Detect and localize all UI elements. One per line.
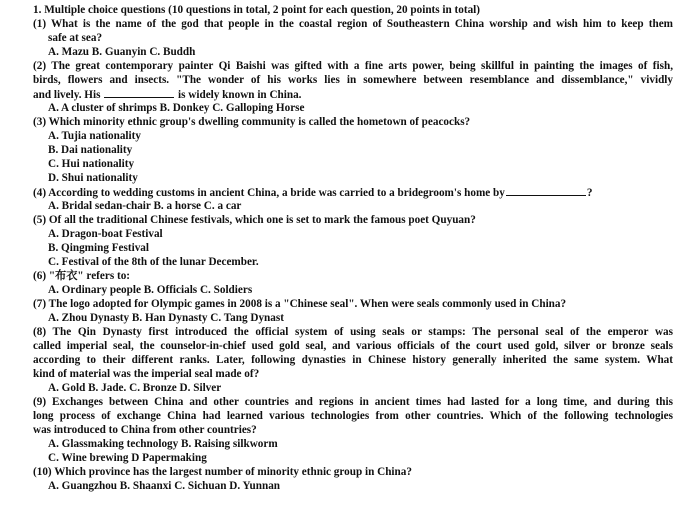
q4-text-before-blank: (4) According to wedding customs in ancient China, a bride was carried to a bridegroom's home by	[33, 187, 505, 199]
q9-options-c-d: C. Wine brewing D Papermaking	[48, 452, 207, 464]
q2-text-after-blank: is widely known in China.	[178, 89, 302, 101]
q3-option-a: A. Tujia nationality	[48, 130, 141, 142]
q8-text-line-4: kind of material was the imperial seal made of?	[33, 368, 260, 380]
q5-option-a: A. Dragon-boat Festival	[48, 228, 163, 240]
q8-text-line-1: (8) The Qin Dynasty first introduced the official system of using seals or stamps: The personal seal of the emperor was	[33, 326, 673, 338]
q2-text-line-3	[33, 87, 673, 102]
q8-options: A. Gold B. Jade. C. Bronze D. Silver	[48, 382, 222, 394]
q5-option-b: B. Qingming Festival	[48, 242, 150, 254]
q9-text-line-2: long process of exchange China had learned various technologies from other countries. Which of the following technologies	[33, 410, 673, 422]
q6-text: (6) "布衣" refers to:	[33, 270, 131, 282]
q2-answer-blank	[104, 87, 174, 98]
q1-text-line-2: safe at sea?	[48, 32, 103, 44]
q2-text-before-blank: and lively. His	[33, 89, 101, 101]
section-heading: 1. Multiple choice questions (10 questions in total, 2 point for each question, 20 points in total)	[33, 4, 481, 16]
q5-option-c: C. Festival of the 8th of the lunar December.	[48, 256, 259, 268]
q2-text-line-2: birds, flowers and insects. "The wonder of his works lies in somewhere between resemblance and dissemblance," vividly	[33, 74, 673, 86]
q3-option-c: C. Hui nationality	[48, 158, 135, 170]
q4-answer-blank	[506, 185, 586, 196]
q4-question-mark: ?	[586, 187, 593, 199]
q2-text-line-1: (2) The great contemporary painter Qi Baishi was gifted with a fine arts power, being skillful in painting the images of fish,	[33, 60, 673, 72]
q9-text-line-1: (9) Exchanges between China and other countries and regions in ancient times had lasted for a long time, and during this	[33, 396, 673, 408]
q7-text: (7) The logo adopted for Olympic games in 2008 is a "Chinese seal". When were seals commonly used in China?	[33, 298, 567, 310]
q8-text-line-2: called imperial seal, the counselor-in-chief used gold seal, and various officials of the court used gold, silver or bronze seals	[33, 340, 673, 352]
q1-text-line-1: (1) What is the name of the god that people in the coastal region of Southeastern China worship and wish him to keep them	[33, 18, 673, 30]
q4-options: A. Bridal sedan-chair B. a horse C. a car	[48, 200, 242, 212]
q3-option-b: B. Dai nationality	[48, 144, 133, 156]
q8-text-line-3: according to their different ranks. Later, following dynasties in Chinese history generally inherited the same system. What	[33, 354, 673, 366]
q9-text-line-3: was introduced to China from other countries?	[33, 424, 257, 436]
q1-options: A. Mazu B. Guanyin C. Buddh	[48, 46, 196, 58]
q5-text: (5) Of all the traditional Chinese festivals, which one is set to mark the famous poet Quyuan?	[33, 214, 476, 226]
q4-text	[33, 185, 673, 200]
q10-text: (10) Which province has the largest number of minority ethnic group in China?	[33, 466, 412, 478]
q2-options: A. A cluster of shrimps B. Donkey C. Galloping Horse	[48, 102, 305, 114]
q10-options: A. Guangzhou B. Shaanxi C. Sichuan D. Yunnan	[48, 480, 281, 492]
q3-option-d: D. Shui nationality	[48, 172, 138, 184]
q9-options-a-b: A. Glassmaking technology B. Raising silkworm	[48, 438, 278, 450]
q6-options: A. Ordinary people B. Officials C. Soldiers	[48, 284, 253, 296]
q3-text: (3) Which minority ethnic group's dwelling community is called the hometown of peacocks?	[33, 116, 471, 128]
q7-options: A. Zhou Dynasty B. Han Dynasty C. Tang Dynast	[48, 312, 284, 324]
